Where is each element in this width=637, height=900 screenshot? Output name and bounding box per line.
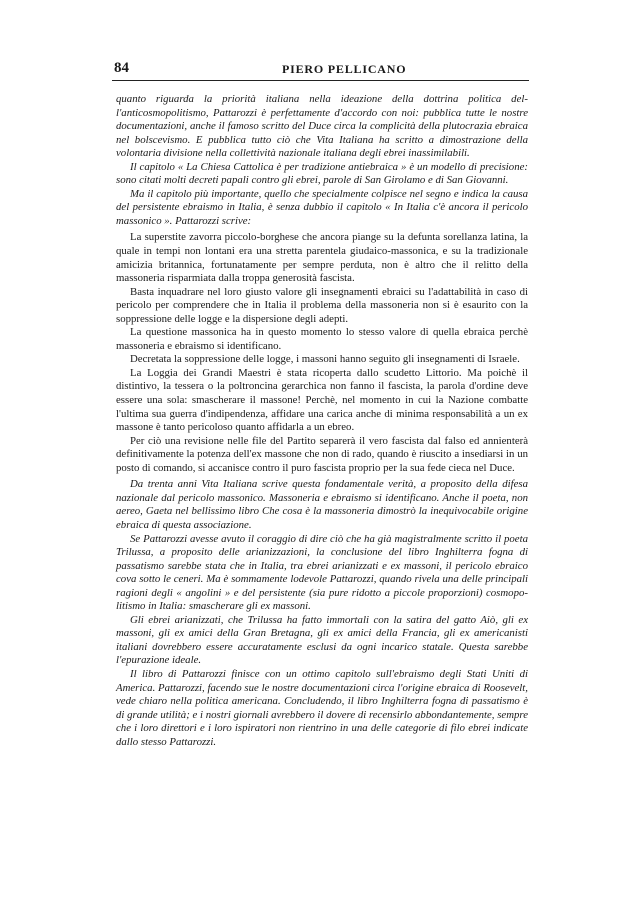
quote-paragraph-4: Decretata la soppressione delle logge, i massoni hanno seguito gli insegnamenti di Israele. bbox=[130, 353, 520, 366]
paragraph-6: Gli ebrei arianizzati, che Trilussa ha fatto immortali con la satira del gatto Aiò, gli ex massoni, gli ex amici della Gran Bretagna, gli ex amici della Francia, gli ex americanisti italiani dovrebbero essere accuratamente esclusi da ogni incarico statale. Questa sarebbe l'epurazione ideale. bbox=[116, 613, 528, 667]
quote-paragraph-2: Basta inquadrare nel loro giusto valore gli insegnamenti ebraici su l'adattabilità in caso di pericolo per comprendere che in Italia il problema della massoneria non si è esaurito con la soppressione delle logge e la dispersione degli adepti. bbox=[116, 285, 528, 325]
quote-paragraph-3: La questione massonica ha in questo momento lo stesso valore di quella ebraica perchè massoneria e ebraismo si identificano. bbox=[116, 326, 528, 352]
paragraph-3: Ma il capitolo più importante, quello che specialmente colpisce nel segno e indica la causa del persistente ebraismo in Italia, è senza dubbio il capitolo « In Italia c'è ancora il pericolo massonico ». Pattarozzi scrive: bbox=[116, 187, 528, 227]
quote-paragraph-1: La superstite zavorra piccolo-borghese che ancora piange su la defunta sorellanza latina, la quale in tempi non lontani era una stretta parentela giudaico-massonica, e su la tradizionale amicizia britannica, fortunatamente per sempre perduta, non è altro che il relitto della massoneria risparmiata dalla troppa generosità fascista. bbox=[116, 231, 528, 285]
paragraph-7: Il libro di Pattarozzi finisce con un ottimo capitolo sull'ebraismo degli Stati Uniti di America. Pattarozzi, facendo sue le nostre documentazioni circa l'origine ebraica di Roosevelt, vede chiaro nella politica americana. Concludendo, il libro Inghilterra fogna di passatismo è di grande utilità; e i nostri giornali avrebbero il dovere di recensirlo abbondantemente, sempre che i loro direttori e i loro ispiratori non rientrino in una delle categorie di filo ebrei indicate dallo stesso Pattarozzi. bbox=[116, 667, 528, 748]
running-head: PIERO PELLICANO bbox=[282, 62, 407, 76]
paragraph-1: quanto riguarda la priorità italiana nella ideazione della dottrina politica dell'anticosmopolitismo, Pattarozzi è perfettamente d'accordo con noi: pubblica tutte le nostre documentazioni, anche il famoso scritto del Duce circa la complicità della plutocrazia ebraica nel bolscevismo. E pubblica tutto ciò che Vita Italiana ha scritto a dimostrazione della volontaria divisione nella collettività nazionale italiana degli ebrei inassimilabili. bbox=[116, 93, 528, 160]
page-number: 84 bbox=[114, 60, 129, 76]
paragraph-2: Il capitolo « La Chiesa Cattolica è per tradizione antiebraica » è un modello di precisione: sono citati molti decreti papali contro gli ebrei, parole di San Girolamo e di San Giovanni. bbox=[116, 160, 528, 187]
quote-paragraph-6: Per ciò una revisione nelle file del Partito separerà il vero fascista dal falso ed annienterà definitivamente la potenza dell'ex massone che non di rado, quando è riuscito a insediarsi in un posto di comando, si accanisce contro il puro fascista proprio per la sua fede cieca nel Duce. bbox=[116, 434, 528, 474]
page-header bbox=[112, 58, 529, 81]
paragraph-4: Da trenta anni Vita Italiana scrive questa fondamentale verità, a proposito della difesa nazionale dal pericolo massonico. Massoneria e ebraismo si identificano. Anche il poeta, non aereo, Gaeta nel bellissimo libro Che cosa è la massoneria dimostrò la inequivocabile origine ebraica di questa associazione. bbox=[116, 478, 528, 531]
body-text bbox=[116, 93, 528, 749]
quote-paragraph-5: La Loggia dei Grandi Maestri è stata ricoperta dallo scudetto Littorio. Ma poichè il distintivo, la tessera o la poltroncina gerarchica non fanno il fascista, la parola d'ordine deve essere una sola: smascherare il massone! Perchè, nel momento in cui la Nazione combatte l'ultima sua guerra d'indipendenza, affidare una carica anche di minima responsabilità a un ex massone è tanto pericoloso quanto affidarla a un ebreo. bbox=[116, 366, 528, 434]
paragraph-5: Se Pattarozzi avesse avuto il coraggio di dire ciò che ha già magistralmente scritto il poeta Trilussa, a proposito delle arianizzazioni, la conclusione del libro Inghilterra fogna di passatismo sarebbe stata che in Italia, tra ebrei arianizzati e ex massoni, il pericolo ebraico cova sotto le ceneri. Ma è sommamente lodevole Pattarozzi, quando rivela una delle principali ragioni degli « angolini » e del persistente (sia pure ridotto a piccole proporzioni) cosmopolitismo in Italia: smascherare gli ex massoni. bbox=[116, 532, 528, 613]
